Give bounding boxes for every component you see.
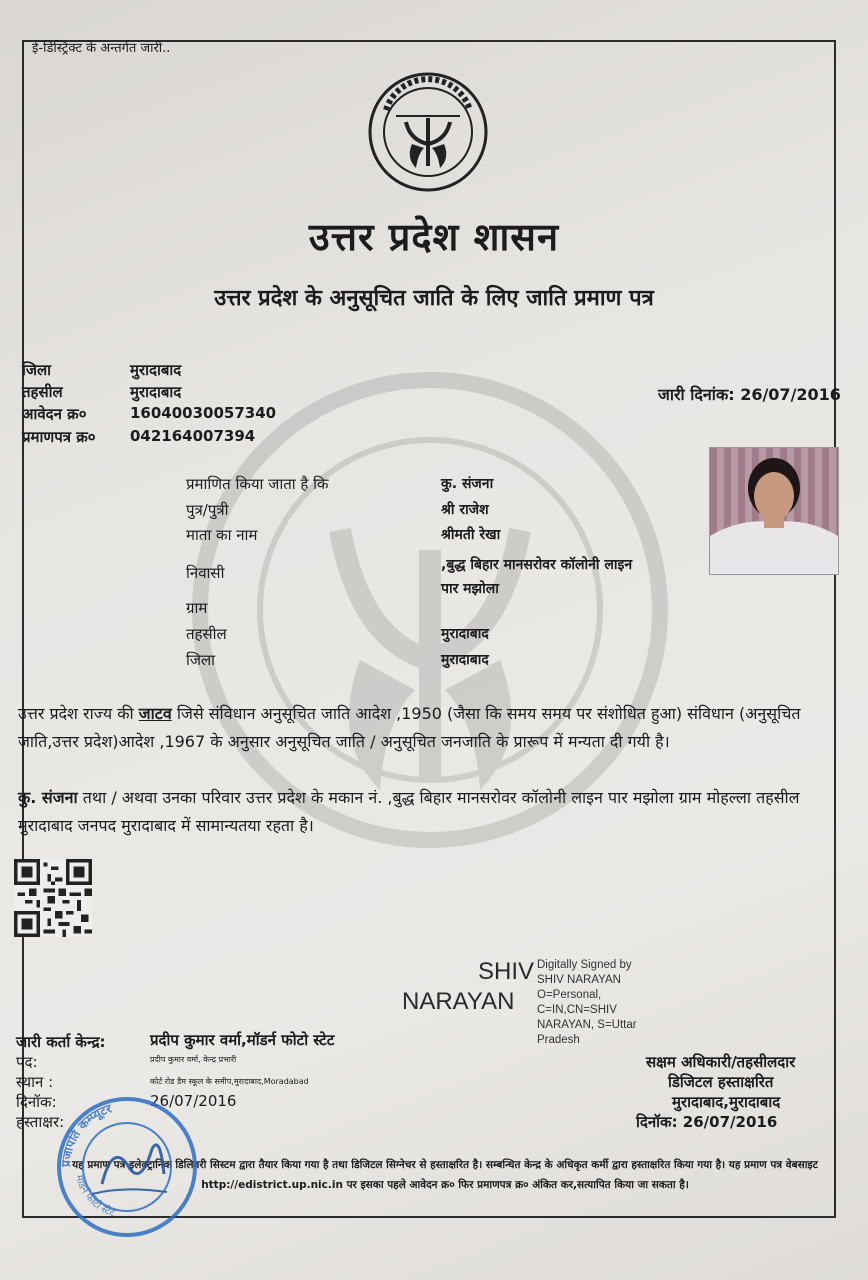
certificate-paragraph-2: कु. संजना तथा / अथवा उनका परिवार उत्तर प्रदेश के मकान नं. ,बुद्ध बिहार मानसरोवर कॉलोनी लाइन पार मझोला ग्राम मोहल्ला तहसील मुरादाबाद जनपद मुरादाबाद में सामान्यतया रहता है। bbox=[18, 788, 800, 835]
signer-name-line1: SHIV bbox=[478, 958, 535, 985]
application-number: 16040030057340 bbox=[130, 404, 277, 422]
qr-code bbox=[14, 858, 92, 938]
field-label-tehsil: तहसील bbox=[186, 625, 227, 643]
field-label-certified: प्रमाणित किया जाता है कि bbox=[186, 475, 329, 493]
issuing-center-label: जारी कर्ता केन्द्र: bbox=[16, 1033, 106, 1051]
stamp-text-top: प्रजापति कम्प्यूटर bbox=[58, 1101, 114, 1168]
field-label-village: ग्राम bbox=[186, 599, 208, 617]
applicant-name: कु. संजना bbox=[18, 788, 78, 807]
post-label: पद: bbox=[16, 1053, 38, 1071]
footer-verification-note: यह प्रमाण पत्र इलेक्ट्रानिक डिलिवरी सिस्टम द्वारा तैयार किया गया है तथा डिजिटल सिग्नेचर से हस्ताक्षरित है। सम्बन्धित केन्द्र के अधिकृत कर्मी द्वारा हस्ताक्षरित किया गया है। यह प्रमाण पत्र वेबसाइट http://edistrict.up.nic.in पर इसका पहले आवेदन क्र० फिर प्रमाणपत्र क्र० अंकित कर,सत्यापित किया जा सकता है। bbox=[72, 1159, 818, 1191]
tehsil-label: तहसील bbox=[22, 383, 63, 401]
signer-name-line2: NARAYAN bbox=[402, 988, 515, 1015]
field-value-resident: ,बुद्ध बिहार मानसरोवर कॉलोनी लाइन bbox=[441, 557, 633, 573]
signature-label: हस्ताक्षर: bbox=[16, 1113, 65, 1131]
district-value: मुरादाबाद bbox=[130, 361, 182, 379]
caste-name: जाटव bbox=[138, 704, 172, 723]
certificate-number: 042164007394 bbox=[130, 427, 256, 445]
field-label-district: जिला bbox=[186, 651, 216, 669]
field-label-mother: माता का नाम bbox=[186, 526, 258, 544]
stamp-text-bottom: मॉडर्न फोटो स्टेट bbox=[72, 1173, 117, 1220]
officer-title: सक्षम अधिकारी/तहसीलदार bbox=[646, 1053, 796, 1071]
field-label-child-of: पुत्र/पुत्री bbox=[186, 501, 229, 519]
certificate-subtitle: उत्तर प्रदेश के अनुसूचित जाति के लिए जाति प्रमाण पत्र bbox=[214, 286, 654, 311]
district-label: जिला bbox=[22, 361, 52, 379]
svg-text:मॉडर्न फोटो स्टेट bbox=[73, 1174, 117, 1220]
up-government-emblem bbox=[366, 70, 490, 194]
tehsil-value: मुरादाबाद bbox=[130, 383, 182, 401]
page-title: उत्तर प्रदेश शासन bbox=[308, 215, 560, 259]
date-value: 26/07/2016 bbox=[150, 1092, 237, 1110]
issuing-center-stamp bbox=[52, 1094, 202, 1240]
field-value-resident-line2: पार मझोला bbox=[441, 581, 499, 597]
edistrict-note: ई-डिस्ट्रिक्ट के अन्तर्गत जारी.. bbox=[32, 41, 171, 56]
certificate-label: प्रमाणपत्र क्र० bbox=[22, 428, 96, 446]
officer-location: मुरादाबाद,मुरादाबाद bbox=[672, 1093, 781, 1111]
issue-date: जारी दिनांक: 26/07/2016 bbox=[658, 385, 841, 404]
applicant-photo bbox=[709, 447, 839, 575]
field-value-father: श्री राजेश bbox=[441, 502, 489, 518]
officer-digitally-signed: डिजिटल हस्ताक्षरित bbox=[668, 1073, 774, 1091]
field-value-district: मुरादाबाद bbox=[441, 652, 489, 668]
issuing-center-value: प्रदीप कुमार वर्मा,मॉडर्न फोटो स्टेट bbox=[150, 1031, 335, 1049]
field-label-resident: निवासी bbox=[186, 564, 225, 582]
officer-date: दिनॉक: 26/07/2016 bbox=[636, 1113, 778, 1131]
field-value-mother: श्रीमती रेखा bbox=[441, 527, 501, 543]
field-value-name: कु. संजना bbox=[441, 476, 494, 492]
application-label: आवेदन क्र० bbox=[22, 405, 87, 423]
place-label: स्थान : bbox=[16, 1073, 54, 1091]
place-value: कोर्ट रोड डैम स्कूल के समीप,मुरादाबाद,Moradabad bbox=[150, 1077, 309, 1086]
field-value-tehsil: मुरादाबाद bbox=[441, 626, 489, 642]
post-value: प्रदीप कुमार वर्मा, केन्द्र प्रभारी bbox=[150, 1055, 237, 1064]
digital-signature-detail: Digitally Signed by SHIV NARAYAN O=Personal, C=IN,CN=SHIV NARAYAN, S=Uttar Pradesh bbox=[537, 959, 637, 1046]
certificate-paragraph-1: उत्तर प्रदेश राज्य की जाटव जिसे संविधान अनुसूचित जाति आदेश ,1950 (जैसा कि समय समय पर संशोधित हुआ) संविधान (अनुसूचित जाति,उत्तर प्रदेश)आदेश ,1967 के अनुसार अनुसूचित जाति / अनुसूचित जनजाति के प्रारूप में मन्यता दी गयी है। bbox=[18, 704, 801, 751]
date-label: दिनॉक: bbox=[16, 1093, 57, 1111]
